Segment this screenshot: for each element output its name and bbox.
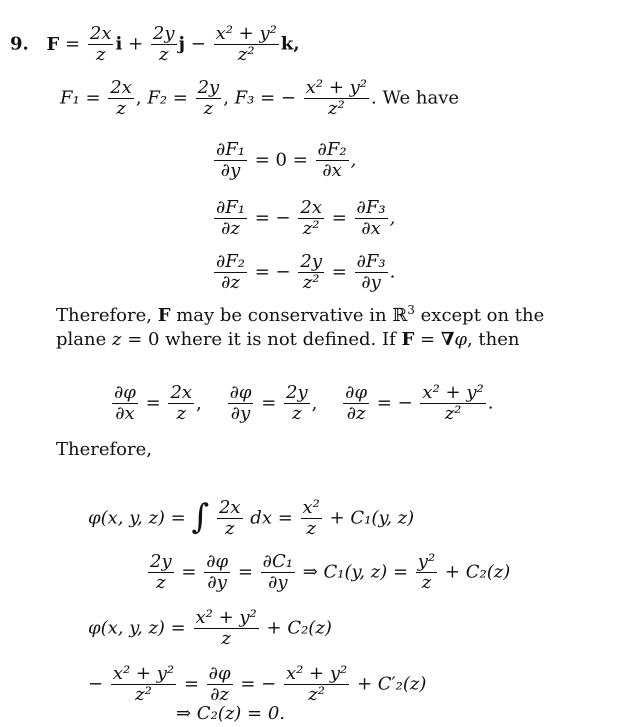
fraction: $\frac{\text{x²}}{z}$ bbox=[302, 497, 320, 539]
partial-row-2 bbox=[212, 198, 395, 239]
tail: + C′₂(z) bbox=[356, 673, 427, 695]
period: . bbox=[389, 261, 396, 283]
field-symbol: F bbox=[401, 329, 415, 350]
F3-fraction: $\frac{\text{x² + y²}}{\text{z²}}$ bbox=[305, 77, 368, 119]
paragraph-line-2 bbox=[56, 330, 520, 350]
comma: , bbox=[196, 392, 202, 414]
text: = 0 where it is not defined. If bbox=[121, 329, 402, 350]
fraction: $\frac{2x}{\text{z²}}$ bbox=[300, 197, 322, 239]
unit-k: k, bbox=[280, 33, 300, 55]
integral-sign: ∫ bbox=[191, 496, 210, 537]
tail: + C₂(z) bbox=[444, 561, 511, 583]
text: Therefore, bbox=[56, 305, 158, 326]
text: except on the bbox=[414, 305, 545, 326]
fraction: $\frac{\text{y²}}{z}$ bbox=[417, 551, 436, 593]
phi-symbol: φ bbox=[454, 329, 467, 350]
equals: = − bbox=[254, 207, 291, 229]
text: , then bbox=[466, 329, 520, 350]
minus: − bbox=[280, 87, 297, 109]
problem-statement bbox=[10, 24, 300, 65]
fraction: $\frac{\partial\varphi}{\partial z}$ bbox=[345, 382, 368, 424]
F2-fraction: $\frac{2y}{z}$ bbox=[197, 77, 220, 119]
equals: = − bbox=[240, 673, 277, 695]
superscript: 3 bbox=[407, 303, 415, 317]
derivation-line-3 bbox=[88, 608, 332, 649]
fraction: $\frac{2y}{z}$ bbox=[150, 551, 172, 593]
equals: = bbox=[331, 261, 347, 283]
comma: , bbox=[135, 87, 142, 109]
fraction: $\frac{\partial\varphi}{\partial x}$ bbox=[114, 382, 136, 424]
field-symbol: F bbox=[157, 305, 171, 326]
equals: = bbox=[145, 392, 161, 414]
partial-row-3 bbox=[212, 252, 395, 293]
equals: = bbox=[331, 207, 347, 229]
fraction: $\frac{\text{x² + y²}}{\text{z²}}$ bbox=[112, 663, 175, 705]
text: may be conservative in ℝ bbox=[170, 305, 408, 326]
partial-row-1 bbox=[212, 140, 356, 181]
equals: = − bbox=[254, 261, 291, 283]
F1-label: F₁ bbox=[60, 87, 80, 109]
derivation-line-5: ⇒ C₂(z) = 0. bbox=[176, 703, 286, 724]
plus: + bbox=[128, 33, 144, 55]
text: plane bbox=[56, 329, 112, 350]
phi-partials-line bbox=[110, 383, 493, 424]
equals: = bbox=[237, 561, 253, 583]
j-fraction: $\frac{2y}{z}$ bbox=[152, 23, 175, 65]
minus: − bbox=[190, 33, 206, 55]
variable-z: z bbox=[111, 329, 122, 350]
field-symbol: F bbox=[46, 33, 60, 55]
implies: ⇒ C₁(y, z) = bbox=[302, 561, 409, 583]
fraction: $\frac{\text{x² + y²}}{\text{z²}}$ bbox=[285, 663, 348, 705]
equals: = − bbox=[376, 392, 413, 414]
fraction: $\frac{2y}{z}$ bbox=[286, 382, 308, 424]
fraction: $\frac{2y}{\text{z²}}$ bbox=[300, 251, 322, 293]
k-fraction: $\frac{\text{x² + y²}}{\text{z²}}$ bbox=[215, 23, 277, 65]
F2-label: F₂ bbox=[147, 87, 168, 109]
lhs: φ(x, y, z) = bbox=[88, 617, 186, 639]
text: = bbox=[414, 329, 441, 350]
minus: − bbox=[88, 673, 104, 695]
tail: + C₁(y, z) bbox=[329, 507, 415, 529]
equals: = bbox=[261, 392, 277, 414]
equals: = bbox=[181, 561, 197, 583]
comma: , bbox=[223, 87, 229, 109]
fraction: $\frac{\partial\varphi}{\partial y}$ bbox=[229, 382, 252, 424]
fraction: $\frac{\text{x² + y²}}{z}$ bbox=[195, 607, 257, 649]
fraction: $\frac{2x}{z}$ bbox=[170, 382, 193, 424]
unit-j: j bbox=[178, 33, 186, 55]
equals: = bbox=[65, 33, 81, 55]
F1-fraction: $\frac{2x}{z}$ bbox=[110, 77, 132, 119]
fraction: $\frac{\partial\varphi}{\partial y}$ bbox=[206, 551, 229, 593]
therefore-text: Therefore, bbox=[56, 439, 152, 460]
equals: = bbox=[183, 673, 199, 695]
fraction: $\frac{2x}{z}$ bbox=[218, 497, 241, 539]
derivation-line-4 bbox=[88, 664, 426, 705]
paragraph-line-1 bbox=[56, 303, 545, 326]
comma: , bbox=[350, 149, 357, 171]
equals-zero: = 0 = bbox=[254, 149, 308, 171]
fraction: $\frac{\text{x² + y²}}{\text{z²}}$ bbox=[422, 382, 484, 424]
problem-number: 9. bbox=[10, 33, 29, 55]
i-fraction: $\frac{2x}{z}$ bbox=[89, 23, 112, 65]
unit-i: i bbox=[115, 33, 123, 55]
components-line: F₁ = $\frac{2x}{z}$ , F₂ = $\frac{2y}{z}$ , F₃ = − $\frac{\text{x² + y²}}{\text{z²}}$ . We have bbox=[60, 77, 460, 119]
we-have-text: . We have bbox=[371, 87, 460, 109]
fraction: $\frac{\text{∂F₁}}{\partial y}$ bbox=[216, 139, 246, 181]
fraction: $\frac{\text{∂F₃}}{\partial x}$ bbox=[356, 197, 386, 239]
fraction: $\frac{\partial\varphi}{\partial z}$ bbox=[208, 663, 231, 705]
comma: , bbox=[311, 392, 318, 414]
lhs: φ(x, y, z) = bbox=[88, 507, 186, 529]
fraction: $\frac{\text{∂F₁}}{\partial z}$ bbox=[216, 197, 246, 239]
tail: + C₂(z) bbox=[266, 617, 332, 639]
fraction: $\frac{\text{∂F₂}}{\partial x}$ bbox=[317, 139, 347, 181]
F3-label: F₃ bbox=[234, 87, 255, 109]
comma: , bbox=[389, 207, 396, 229]
derivation-line-2 bbox=[146, 552, 510, 593]
differential: dx = bbox=[250, 507, 293, 529]
derivation-line-1 bbox=[88, 498, 414, 539]
fraction: $\frac{\text{∂C₁}}{\partial y}$ bbox=[262, 551, 293, 593]
period: . bbox=[487, 392, 494, 414]
nabla-symbol: ∇ bbox=[440, 329, 455, 350]
fraction: $\frac{\text{∂F₃}}{\partial y}$ bbox=[356, 251, 386, 293]
fraction: $\frac{\text{∂F₂}}{\partial z}$ bbox=[216, 251, 246, 293]
